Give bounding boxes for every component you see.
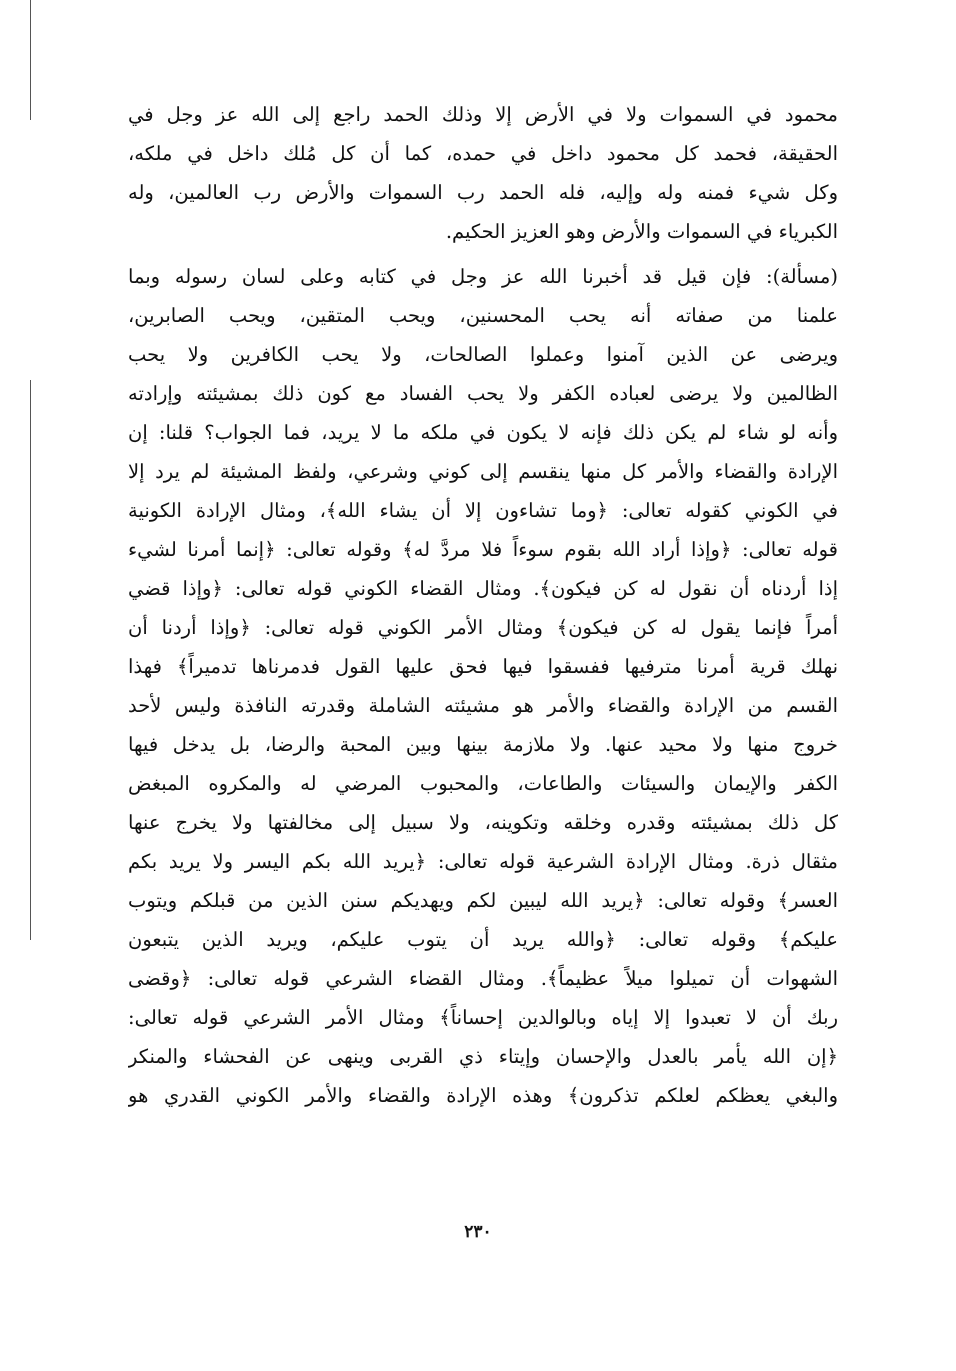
text-line: العسر﴾ وقوله تعالى: ﴿يريد الله ليبين لكم ويهديكم سنن الذين من قبلكم ويتوب <box>128 889 838 912</box>
text-line: الإرادة والقضاء والأمر كل منها ينقسم إلى كوني وشرعي، ولفظ المشيئة لم يرد إلا <box>128 460 838 483</box>
page-body <box>128 95 838 1115</box>
page-number: ٢٣٠ <box>464 1222 492 1242</box>
text-line: الحقيقة، فحمد كل محمود داخل في حمده، كما أن كل مُلك داخل في ملكه، <box>128 142 838 165</box>
text-line: ويرضى عن الذين آمنوا وعملوا الصالحات، ولا يحب الكافرين ولا يحب <box>128 343 838 366</box>
text-line: كل ذلك بمشيئته وقدره وخلقه وتكوينه، ولا سبيل إلى مخالفتها ولا يخرج عنها <box>128 811 838 834</box>
text-line: مثقال ذرة. ومثال الإرادة الشرعية قوله تعالى: ﴿يريد الله بكم اليسر ولا يريد بكم <box>128 850 838 873</box>
text-line: القسم من الإرادة والقضاء والأمر هو مشيئته الشاملة وقدرته النافذة وليس لأحد <box>128 694 838 717</box>
text-line: خروج منها ولا محيد عنها. ولا ملازمة بينها وبين المحبة والرضا، بل يدخل فيها <box>128 733 838 756</box>
scan-edge-line-middle <box>30 380 31 940</box>
text-line: عليكم﴾ وقوله تعالى: ﴿والله يريد أن يتوب عليكم، ويريد الذين يتبعون <box>128 928 838 951</box>
text-line: علمنا من صفاته أنه يحب المحسنين، ويحب المتقين، ويحب الصابرين، <box>128 304 838 327</box>
text-line: قوله تعالى: ﴿وإذا أراد الله بقوم سوءاً فلا مردَّ له﴾ وقوله تعالى: ﴿إنما أمرنا لشيء <box>128 538 838 561</box>
text-line: إذا أردناه أن نقول له كن فيكون﴾. ومثال القضاء الكوني قوله تعالى: ﴿وإذا قضي <box>128 577 838 600</box>
paragraph-2 <box>128 257 838 1115</box>
text-line: الكبرياء في السموات والأرض وهو العزيز الحكيم. <box>445 220 838 243</box>
text-line: وأنه لو شاء لم يكن ذلك فإنه لا يكون في ملكه ما لا يريد، فما الجواب؟ قلنا: إن <box>128 421 838 444</box>
text-line: محمود في السموات ولا في الأرض إلا وذلك الحمد راجع إلى الله عز وجل في <box>128 103 838 126</box>
text-line: نهلك قرية أمرنا مترفيها ففسقوا فيها فحق عليها القول فدمرناها تدميراً﴾ فهذا <box>128 655 838 678</box>
text-line: (مسألة): فإن قيل قد أخبرنا الله عز وجل في كتابه وعلى لسان رسوله وبما <box>128 265 838 288</box>
text-line: الشهوات أن تميلوا ميلاً عظيماً﴾. ومثال القضاء الشرعي قوله تعالى: ﴿وقضى <box>128 967 838 990</box>
text-line: في الكوني كقوله تعالى: ﴿وما تشاءون إلا أن يشاء الله﴾، ومثال الإرادة الكونية <box>128 499 838 522</box>
text-line: أمراً فإنما يقول له كن فيكون﴾ ومثال الأمر الكوني قوله تعالى: ﴿وإذا أردنا أن <box>128 616 838 639</box>
text-line: الكفر والإيمان والسيئات والطاعات، والمحبوب المرضي له والمكروه المبغض <box>128 772 838 795</box>
text-line: ربك أن لا تعبدوا إلا إياه وبالوالدين إحساناً﴾ ومثال الأمر الشرعي قوله تعالى: <box>128 1006 838 1029</box>
text-line: وكل شيء فمنه وله وإليه، فله الحمد رب السموات والأرض رب العالمين، وله <box>128 181 838 204</box>
text-line: والبغي يعظكم لعلكم تذكرون﴾ وهذه الإرادة والقضاء والأمر الكوني القدري هو <box>128 1084 838 1107</box>
scan-edge-line-top <box>30 0 31 120</box>
text-line: ﴿إن الله يأمر بالعدل والإحسان وإيتاء ذي القربى وينهى عن الفحشاء والمنكر <box>128 1045 838 1068</box>
text-line: الظالمين ولا يرضى لعباده الكفر ولا يحب الفساد مع كون ذلك بمشيئته وإرادته <box>128 382 838 405</box>
paragraph-1 <box>128 95 838 251</box>
